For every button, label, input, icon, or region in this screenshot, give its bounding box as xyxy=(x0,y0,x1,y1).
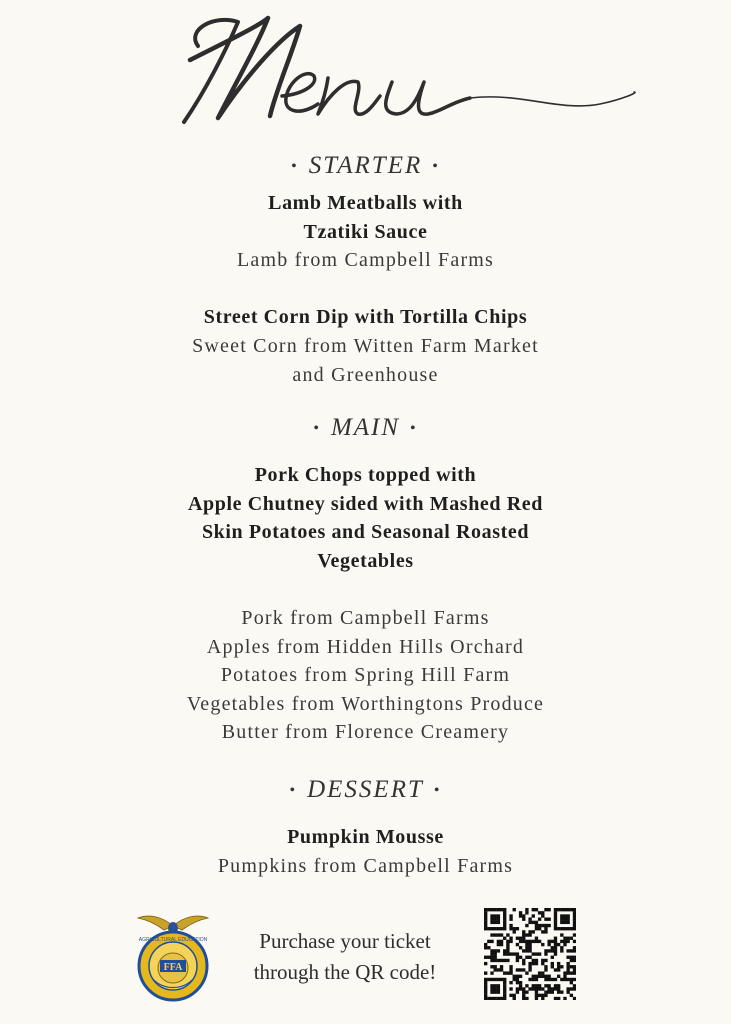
ticket-qr-code[interactable] xyxy=(484,908,576,1000)
cta-line: Purchase your ticket xyxy=(259,929,431,953)
ffa-logo-ring-text: AGRICULTURAL EDUCATION xyxy=(138,937,208,943)
section-heading-dessert xyxy=(0,776,731,804)
section-heading-main-label: MAIN xyxy=(330,414,401,441)
section-heading-dessert-label: DESSERT xyxy=(307,776,424,803)
starter-dish-2-sources xyxy=(0,332,731,389)
bullet-icon: • xyxy=(291,158,299,176)
starter-dish-1-sources xyxy=(0,246,731,275)
dessert-dish-1-name xyxy=(0,823,731,852)
section-heading-starter xyxy=(0,152,731,180)
dish-name-line: Vegetables xyxy=(317,549,414,572)
source-line: Butter from Florence Creamery xyxy=(221,721,510,743)
source-line: Sweet Corn from Witten Farm Market xyxy=(192,335,539,357)
source-line: Apples from Hidden Hills Orchard xyxy=(206,635,525,658)
dish-name-line: Lamb Meatballs with xyxy=(268,192,463,214)
starter-dish-2-name xyxy=(0,303,731,332)
section-heading-starter-label: STARTER xyxy=(308,152,423,179)
menu-title xyxy=(0,0,731,140)
qr-code-icon[interactable] xyxy=(484,908,576,1000)
dish-name-line: Pork Chops topped with xyxy=(254,464,477,486)
source-line: Lamb from Campbell Farms xyxy=(236,249,495,271)
menu-title-script-art xyxy=(0,0,731,140)
dish-name-line: Tzatiki Sauce xyxy=(303,220,428,243)
source-line: Vegetables from Worthingtons Produce xyxy=(186,692,545,715)
ffa-emblem-art xyxy=(134,908,212,1004)
dish-name-line: Pumpkin Mousse xyxy=(287,826,444,848)
bullet-icon: • xyxy=(410,420,418,438)
source-line: Pumpkins from Campbell Farms xyxy=(217,855,514,877)
bullet-icon: • xyxy=(289,782,298,800)
bullet-icon: • xyxy=(433,782,442,800)
dish-name-line: Street Corn Dip with Tortilla Chips xyxy=(203,306,528,328)
cta-line: through the QR code! xyxy=(253,960,437,984)
main-dish-1-name xyxy=(0,461,731,575)
section-heading-main xyxy=(0,414,731,442)
ffa-logo-text: FFA xyxy=(163,962,183,973)
ticket-call-to-action xyxy=(230,926,460,988)
source-line: Potatoes from Spring Hill Farm xyxy=(220,664,511,686)
source-line: and Greenhouse xyxy=(292,363,439,386)
bullet-icon: • xyxy=(432,158,440,176)
main-dish-1-sources xyxy=(0,604,731,747)
bullet-icon: • xyxy=(313,420,321,438)
starter-dish-1-name xyxy=(0,189,731,246)
ffa-emblem-logo xyxy=(134,908,212,1004)
source-line: Pork from Campbell Farms xyxy=(241,607,490,629)
dessert-dish-1-sources xyxy=(0,852,731,881)
dish-name-line: Skin Potatoes and Seasonal Roasted xyxy=(201,521,530,543)
dish-name-line: Apple Chutney sided with Mashed Red xyxy=(188,492,543,515)
